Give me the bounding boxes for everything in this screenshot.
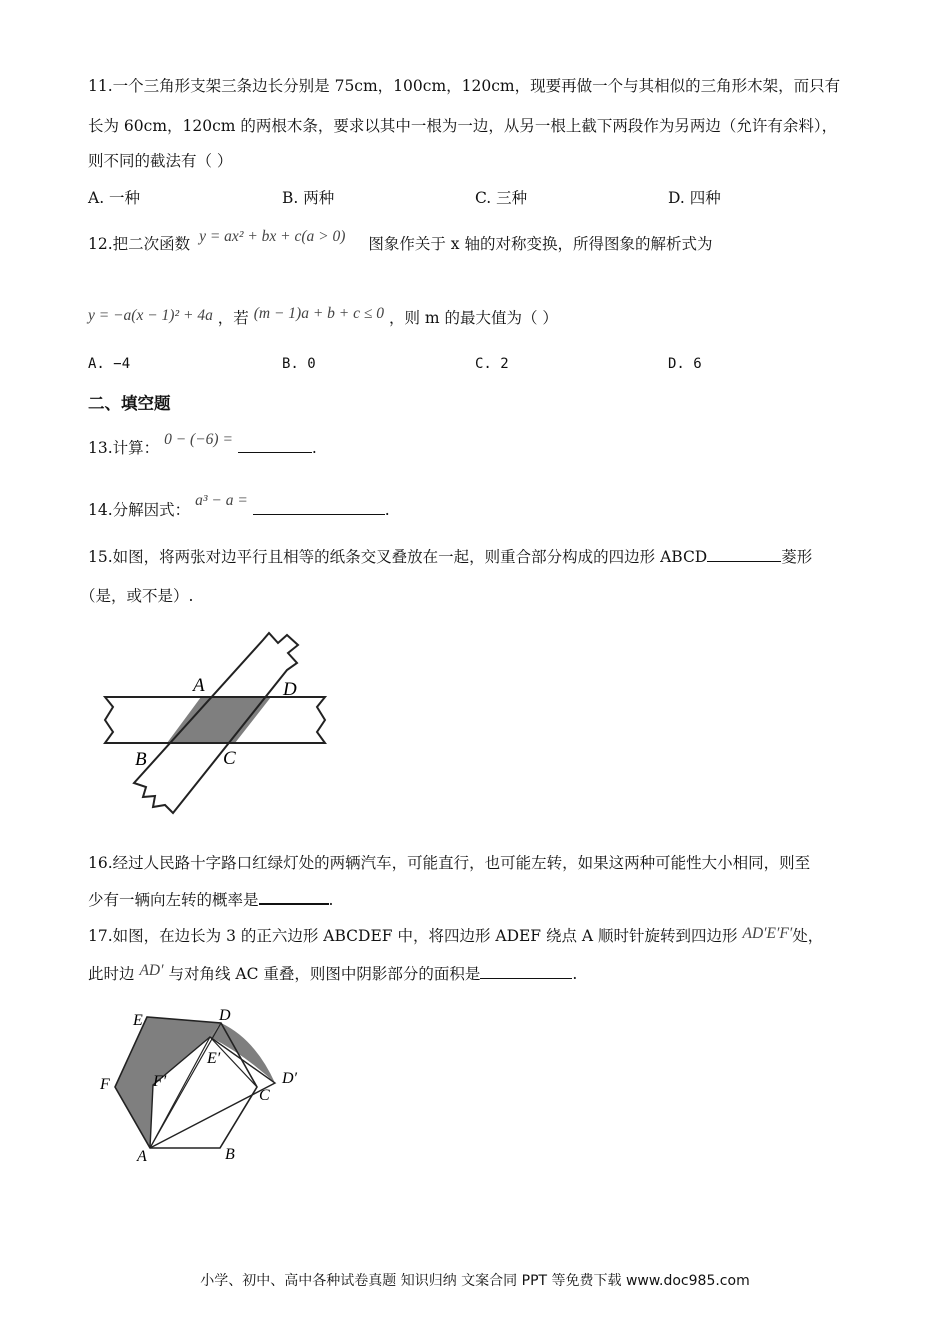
q17-figure [95, 1003, 315, 1168]
q17-answer-blank [480, 964, 572, 979]
q17-line2 [88, 963, 577, 986]
q17-label-b: B [225, 1146, 235, 1163]
q13-answer-blank [238, 438, 312, 453]
q17-line1 [88, 925, 823, 948]
q17-label-f: F [100, 1076, 110, 1093]
q16-answer-blank [259, 889, 329, 905]
q12-expression: y = −a(x − 1)² + 4a [88, 307, 213, 324]
q17-label-c: C [259, 1087, 270, 1104]
q17-label-e-prime: E′ [207, 1050, 221, 1067]
q16-line2 [88, 889, 333, 911]
q15-answer-blank [707, 547, 781, 562]
q11-option-d: D. 四种 [668, 189, 721, 207]
q14-prefix: 14.分解因式： [88, 501, 191, 519]
q14-period: . [384, 501, 390, 519]
q14-answer-blank [253, 500, 385, 515]
q15-label-a: A [193, 675, 205, 696]
section-heading: 二、填空题 [88, 394, 171, 413]
q12-suffix: 图象作关于 x 轴的对称变换，所得图象的解析式为 [368, 235, 713, 253]
q17-label-d-prime: D′ [282, 1070, 298, 1087]
q11-line3: 则不同的截法有（ ） [88, 152, 233, 170]
q12-option-d: D. 6 [668, 356, 702, 372]
q12-prefix: 12.把二次函数 [88, 235, 191, 253]
q12-option-a: A. −4 [88, 356, 131, 372]
q12-ruo: ，若 [217, 309, 249, 327]
q15-figure [95, 625, 335, 820]
q17-label-a: A [137, 1148, 147, 1165]
q11-option-c: C. 三种 [475, 189, 528, 207]
q12-function: y = ax² + bx + c(a > 0) [199, 228, 346, 245]
q17-text-a: 此时边 [88, 965, 135, 983]
q12-option-c: C. 2 [475, 356, 509, 372]
q13-line [88, 431, 317, 460]
q11-option-b: B. 两种 [282, 189, 335, 207]
q12-option-b: B. 0 [282, 356, 316, 372]
q17-edge: AD′ [139, 962, 164, 979]
q15-overlap-shade [167, 697, 271, 743]
q17-period: . [572, 965, 578, 983]
q11-line1: 11.一个三角形支架三条边长分别是 75cm，100cm，120cm，现要再做一个与其相似的三角形木架，而只有 [88, 77, 841, 95]
q16-period: . [328, 891, 334, 909]
q12-line1 [88, 228, 713, 256]
page-footer: 小学、初中、高中各种试卷真题 知识归纳 文案合同 PPT 等免费下载 www.doc985.com [200, 1273, 750, 1289]
q12-condition: (m − 1)a + b + c ≤ 0 [253, 305, 385, 322]
q17-text-end: 处， [792, 927, 824, 945]
q13-period: . [311, 439, 317, 457]
q17-shade-left [115, 1017, 221, 1148]
q17-quad: AD′E′F′ [742, 925, 793, 942]
q15-line1 [88, 546, 812, 568]
q11-option-a: A. 一种 [88, 189, 141, 207]
q17-label-d: D [219, 1007, 231, 1024]
q15-label-c: C [223, 748, 236, 769]
q15-text-end: 菱形 [781, 548, 813, 566]
q17-label-f-prime: F′ [153, 1073, 167, 1090]
q12-line2 [88, 307, 558, 330]
q14-line [88, 492, 390, 522]
q15-text: 15.如图，将两张对边平行且相等的纸条交叉叠放在一起，则重合部分构成的四边形 ABCD [88, 548, 708, 566]
q17-label-e: E [133, 1012, 143, 1029]
q13-prefix: 13.计算： [88, 439, 160, 457]
q15-line2: （是，或不是）. [80, 587, 194, 605]
q14-expression: a³ − a = [195, 492, 248, 509]
q17-text-b: 与对角线 AC 重叠，则图中阴影部分的面积是 [168, 965, 481, 983]
q13-expression: 0 − (−6) = [164, 431, 233, 448]
q15-label-d: D [283, 679, 297, 700]
q11-line2: 长为 60cm，120cm 的两根木条，要求以其中一根为一边，从另一根上截下两段作为另两边（允许有余料）， [88, 117, 838, 135]
q15-label-b: B [135, 749, 147, 770]
q16-text: 少有一辆向左转的概率是 [88, 891, 259, 909]
q12-tail: ，则 m 的最大值为（ ） [388, 309, 558, 327]
q16-line1: 16.经过人民路十字路口红绿灯处的两辆汽车，可能直行，也可能左转，如果这两种可能性大小相同，则至 [88, 854, 811, 872]
q17-text: 17.如图，在边长为 3 的正六边形 ABCDEF 中，将四边形 ADEF 绕点 A 顺时针旋转到四边形 [88, 927, 738, 945]
